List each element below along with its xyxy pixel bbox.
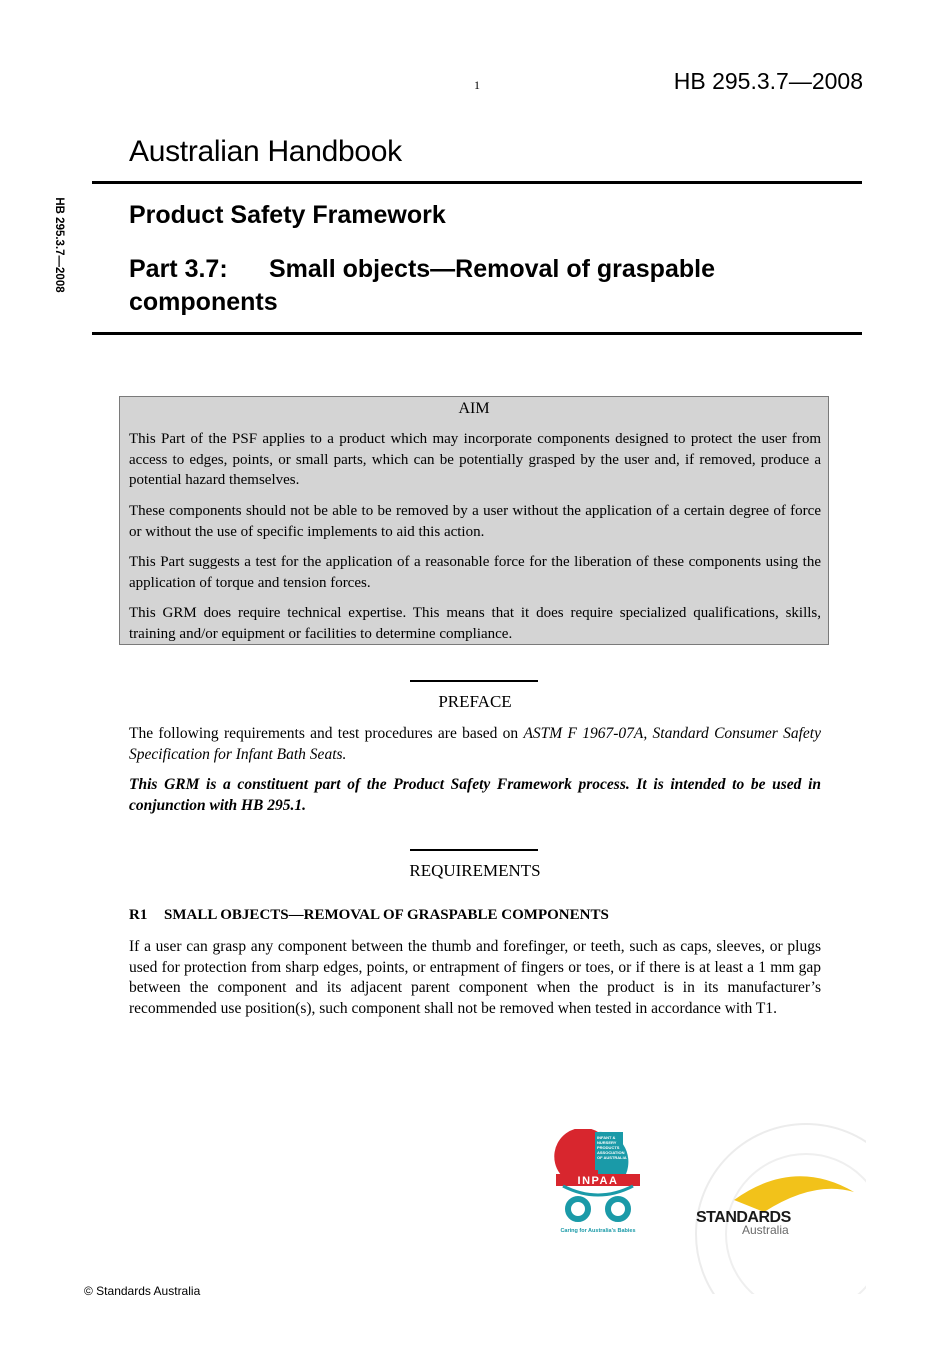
preface-note: This GRM is a constituent part of the Product Safety Framework process. It is intended to be used in conjunction with HB 295.1. bbox=[129, 776, 821, 814]
preface-period: . bbox=[342, 745, 347, 763]
standards-australia-logo bbox=[694, 1122, 866, 1294]
title-rule-bottom bbox=[92, 332, 862, 335]
requirements-rule bbox=[410, 849, 538, 851]
r1-heading bbox=[129, 907, 609, 924]
aim-paragraph: This GRM does require technical expertise. This means that it does require specialized qualifications, skills, training and/or equipment or facilities to determine compliance. bbox=[129, 605, 821, 642]
document-id: HB 295.3.7—2008 bbox=[673, 68, 863, 94]
aim-paragraph: This Part suggests a test for the application of a reasonable force for the liberation of these components using the application of torque and tension forces. bbox=[129, 554, 821, 591]
part-number: Part 3.7: bbox=[129, 255, 228, 283]
side-label-text: HB 295.3.7—2008 bbox=[53, 197, 65, 293]
requirements-heading: REQUIREMENTS bbox=[409, 861, 541, 880]
inpaa-pram-hood bbox=[554, 1129, 598, 1181]
title-rule-top bbox=[92, 181, 862, 184]
inpaa-name: INPAA bbox=[577, 1175, 619, 1187]
preface-text: The following requirements and test procedures are based on bbox=[129, 725, 524, 742]
inpaa-logo bbox=[548, 1129, 648, 1239]
copyright-notice: © Standards Australia bbox=[84, 1284, 201, 1298]
part-name: Small objects—Removal of graspable components bbox=[129, 255, 715, 316]
standards-wordmark-australia: Australia bbox=[742, 1223, 789, 1237]
svg-text:ASSOCIATION: ASSOCIATION bbox=[597, 1150, 625, 1155]
inpaa-pram-base bbox=[563, 1186, 633, 1195]
framework-title: Product Safety Framework bbox=[129, 201, 446, 229]
inpaa-wheel-left bbox=[568, 1199, 588, 1219]
r1-title: SMALL OBJECTS—REMOVAL OF GRASPABLE COMPONENTS bbox=[164, 907, 609, 923]
handbook-title: Australian Handbook bbox=[129, 135, 402, 168]
page-number: 1 bbox=[474, 78, 480, 92]
part-title bbox=[129, 253, 849, 319]
preface-paragraph bbox=[129, 724, 821, 765]
aim-paragraph: This Part of the PSF applies to a product which may incorporate components designed to protect the user from access to edges, points, or small parts, which can be potentially grasped by the user and, if removed, produce a potential hazard themselves. bbox=[129, 431, 821, 488]
aim-paragraph: These components should not be able to be removed by a user without the application of a certain degree of force or without the use of specific implements to aid this action. bbox=[129, 503, 821, 540]
standards-wordmark: STANDARDS bbox=[696, 1209, 791, 1226]
inpaa-tagline: Caring for Australia's Babies bbox=[560, 1228, 636, 1234]
r1-body: If a user can grasp any component between the thumb and forefinger, or teeth, such as caps, sleeves, or plugs used for protection from sharp edges, points, or entrapment of fingers or toes, or if there is at least a 1 mm gap between the component and its adjacent parent component when the product is in its manufacturer’s recommended use position(s), such component shall not be removed when tested in accordance with T1. bbox=[129, 938, 821, 1017]
svg-text:NURSERY: NURSERY bbox=[597, 1140, 617, 1145]
aim-heading: AIM bbox=[458, 400, 490, 417]
r1-number: R1 bbox=[129, 907, 148, 923]
svg-text:INFANT &: INFANT & bbox=[597, 1135, 616, 1140]
preface-rule bbox=[410, 680, 538, 682]
standards-swoosh bbox=[734, 1176, 854, 1212]
aim-box bbox=[119, 396, 829, 645]
inpaa-wheel-right bbox=[608, 1199, 628, 1219]
preface-reference: ASTM F 1967-07A, Standard Consumer Safety Specification for Infant Bath Seats bbox=[129, 725, 821, 763]
preface-heading: PREFACE bbox=[438, 692, 512, 711]
svg-text:PRODUCTS: PRODUCTS bbox=[597, 1145, 620, 1150]
svg-text:OF AUSTRALIA: OF AUSTRALIA bbox=[597, 1155, 627, 1160]
